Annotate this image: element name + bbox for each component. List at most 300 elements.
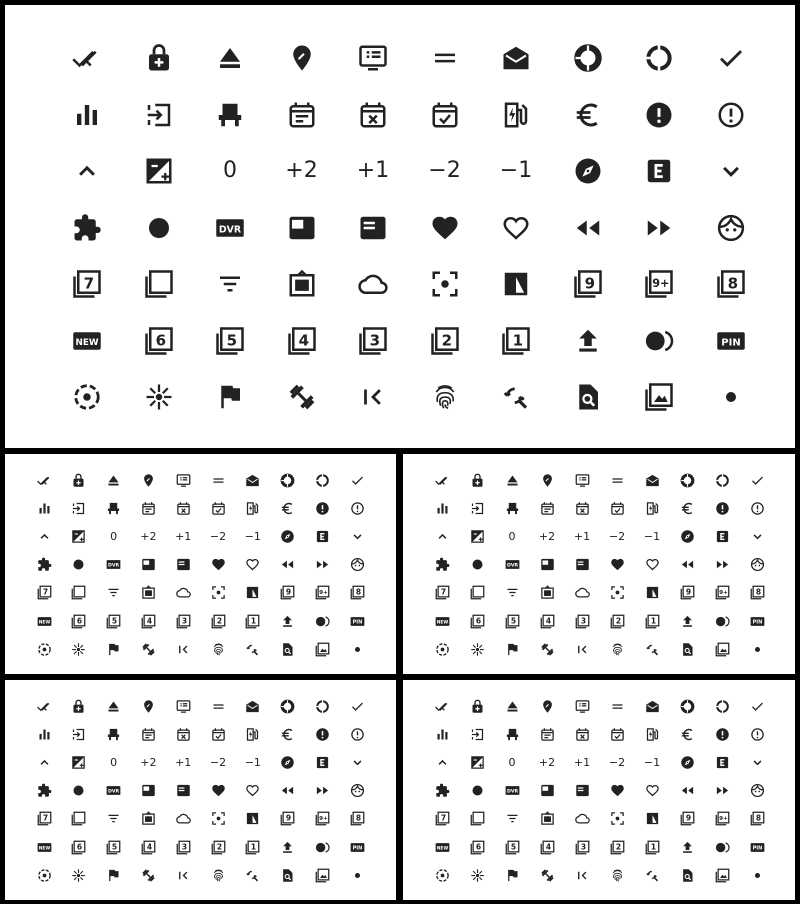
first-page-icon — [343, 374, 403, 420]
preview-br-fiber-manual-record-small-icon — [742, 863, 772, 887]
preview-tl-filter-3-icon — [168, 609, 198, 633]
preview-tl-error-outline-icon — [342, 496, 372, 520]
preview-bl-filter-4-icon — [133, 835, 163, 859]
preview-bl-file-upload-icon — [273, 835, 303, 859]
preview-bl-exposure-icon — [64, 750, 94, 774]
svg-text:NEW: NEW — [75, 337, 99, 348]
preview-tr-explore-icon — [672, 524, 702, 548]
preview-tl-event-note-icon — [133, 496, 163, 520]
preview-bl-ev-station-icon — [238, 722, 268, 746]
preview-tr-drafts-icon — [637, 468, 667, 492]
svg-text:5: 5 — [510, 842, 516, 852]
event-available-icon — [415, 92, 475, 138]
preview-br-filter-vintage-icon — [462, 863, 492, 887]
favorite-icon — [415, 205, 475, 251]
svg-text:1: 1 — [650, 616, 656, 626]
svg-text:PIN: PIN — [752, 619, 762, 626]
preview-bl-exposure-neg-1-icon-label: −1 — [244, 755, 261, 769]
filter-center-focus-icon — [415, 261, 475, 307]
preview-tr-event-available-icon — [602, 496, 632, 520]
preview-tl-featured-play-list-icon — [168, 553, 198, 577]
svg-text:DVR: DVR — [506, 563, 518, 569]
preview-tr-filter-center-focus-icon — [602, 581, 632, 605]
preview-br-favorite-icon — [602, 779, 632, 803]
preview-br-ev-station-icon — [637, 722, 667, 746]
preview-tl-find-replace-icon — [238, 637, 268, 661]
preview-tr-exposure-plus-1-icon-label: +1 — [573, 529, 591, 543]
preview-bl-input-icon — [64, 722, 94, 746]
preview-tr-first-page-icon — [567, 637, 597, 661]
preview-tr-face-icon — [742, 553, 772, 577]
preview-br-filter-1-icon — [637, 835, 667, 859]
preview-tr-event-note-icon — [532, 496, 562, 520]
preview-br-filter-6-icon — [462, 835, 492, 859]
exposure-neg-1-icon — [486, 148, 546, 194]
error-icon — [629, 92, 689, 138]
preview-bl-explore-icon — [273, 750, 303, 774]
preview-bl-filter-icon — [307, 863, 337, 887]
preview-bl-error-icon — [307, 722, 337, 746]
preview-bl-expand-less-icon — [29, 750, 59, 774]
svg-text:NEW: NEW — [38, 845, 50, 851]
preview-bl-filter-frames-icon — [133, 807, 163, 831]
preview-br-exposure-neg-2-icon — [602, 750, 632, 774]
preview-br-filter-drama-icon — [567, 807, 597, 831]
preview-br-extension-icon — [427, 779, 457, 803]
preview-tl-filter-6-icon — [64, 609, 94, 633]
preview-bl-fiber-smart-record-icon — [307, 835, 337, 859]
preview-tr-error-outline-icon — [742, 496, 772, 520]
preview-bl-exposure-neg-2-icon — [203, 750, 233, 774]
svg-text:DVR: DVR — [506, 789, 518, 795]
svg-text:5: 5 — [226, 330, 238, 349]
exposure-plus-1-icon-label: +1 — [356, 158, 390, 183]
preview-tl-face-icon — [342, 553, 372, 577]
preview-bl-done-icon — [342, 694, 372, 718]
preview-br-favorite-border-icon — [637, 779, 667, 803]
fiber-dvr-icon — [200, 205, 260, 251]
preview-tl-fiber-manual-record-small-icon — [342, 637, 372, 661]
svg-text:NEW: NEW — [436, 619, 448, 625]
preview-tr-filter-3-icon — [567, 609, 597, 633]
preview-tr-fiber-dvr-icon — [497, 553, 527, 577]
filter-frames-icon — [272, 261, 332, 307]
exposure-zero-icon — [200, 148, 260, 194]
preview-br-fast-forward-icon — [707, 779, 737, 803]
preview-bl-filter-6-icon — [64, 835, 94, 859]
svg-text:5: 5 — [111, 842, 118, 852]
preview-tl-drafts-icon — [238, 468, 268, 492]
preview-tl-filter-tilt-shift-icon — [29, 637, 59, 661]
preview-br-exposure-neg-2-icon-label: −2 — [608, 755, 626, 769]
preview-bl-donut-small-icon — [273, 694, 303, 718]
preview-tl-fiber-smart-record-icon — [307, 609, 337, 633]
preview-bl-fiber-manual-record-small-icon — [342, 863, 372, 887]
preview-icon-sheet-bottom-right — [403, 680, 795, 900]
favorite-border-icon — [486, 205, 546, 251]
preview-br-drag-handle-icon — [602, 694, 632, 718]
preview-br-first-page-icon — [567, 863, 597, 887]
svg-text:7: 7 — [440, 813, 446, 823]
svg-text:9+: 9+ — [319, 590, 328, 597]
svg-text:2: 2 — [441, 330, 452, 349]
exposure-neg-2-icon — [415, 148, 475, 194]
preview-bl-filter-1-icon — [238, 835, 268, 859]
preview-tr-filter-frames-icon — [532, 581, 562, 605]
preview-tl-filter-icon — [307, 637, 337, 661]
preview-tl-favorite-border-icon — [238, 553, 268, 577]
svg-text:DVR: DVR — [108, 563, 120, 569]
preview-bl-find-in-page-icon — [273, 863, 303, 887]
svg-text:5: 5 — [111, 616, 118, 626]
svg-text:9: 9 — [584, 274, 595, 293]
preview-br-done-icon — [742, 694, 772, 718]
expand-more-icon — [701, 148, 761, 194]
preview-tl-filter-list-icon — [99, 581, 129, 605]
preview-br-expand-more-icon — [742, 750, 772, 774]
filter-1-icon — [486, 318, 546, 364]
svg-text:4: 4 — [146, 616, 152, 626]
preview-br-filter-frames-icon — [532, 807, 562, 831]
preview-tl-done-all-icon — [29, 468, 59, 492]
preview-tl-exposure-neg-1-icon-label: −1 — [244, 529, 261, 543]
preview-tl-filter-8-icon — [342, 581, 372, 605]
filter-tilt-shift-icon — [57, 374, 117, 420]
preview-br-drafts-icon — [637, 694, 667, 718]
preview-tr-equalizer-icon — [427, 496, 457, 520]
preview-tr-filter-tilt-shift-icon — [427, 637, 457, 661]
svg-text:6: 6 — [77, 616, 83, 626]
expand-less-icon — [57, 148, 117, 194]
filter-none-icon — [129, 261, 189, 307]
preview-br-filter-none-icon — [462, 807, 492, 831]
preview-br-filter-4-icon — [532, 835, 562, 859]
preview-tr-filter-none-icon — [462, 581, 492, 605]
preview-bl-first-page-icon — [168, 863, 198, 887]
preview-tr-filter-list-icon — [497, 581, 527, 605]
preview-bl-explicit-icon — [307, 750, 337, 774]
preview-tr-fiber-manual-record-small-icon — [742, 637, 772, 661]
preview-tr-flag-icon — [497, 637, 527, 661]
exposure-plus-1-icon — [343, 148, 403, 194]
file-upload-icon — [558, 318, 618, 364]
preview-bl-exposure-neg-1-icon — [238, 750, 268, 774]
preview-bl-drafts-icon — [238, 694, 268, 718]
filter-2-icon — [415, 318, 475, 364]
preview-tl-exposure-zero-icon — [99, 524, 129, 548]
preview-icon-sheet-top-right — [403, 454, 795, 674]
svg-text:7: 7 — [42, 587, 48, 597]
preview-tl-filter-b-and-w-icon — [238, 581, 268, 605]
svg-text:DVR: DVR — [218, 223, 242, 235]
drafts-icon — [486, 35, 546, 81]
preview-tl-ev-station-icon — [238, 496, 268, 520]
preview-bl-filter-center-focus-icon — [203, 807, 233, 831]
preview-tr-event-seat-icon — [497, 496, 527, 520]
preview-bl-filter-none-icon — [64, 807, 94, 831]
euro-symbol-icon — [558, 92, 618, 138]
svg-text:6: 6 — [475, 616, 481, 626]
preview-tr-find-in-page-icon — [672, 637, 702, 661]
preview-tl-event-available-icon — [203, 496, 233, 520]
preview-tl-filter-9-icon — [273, 581, 303, 605]
preview-tr-eject-icon — [497, 468, 527, 492]
enhanced-encryption-icon — [129, 35, 189, 81]
preview-br-eject-icon — [497, 694, 527, 718]
preview-br-fiber-manual-record-icon — [462, 779, 492, 803]
preview-tr-fast-forward-icon — [707, 553, 737, 577]
preview-tr-exposure-zero-icon-label: 0 — [508, 529, 516, 543]
preview-bl-exposure-plus-1-icon — [168, 750, 198, 774]
find-replace-icon — [486, 374, 546, 420]
preview-tl-exposure-neg-2-icon — [203, 524, 233, 548]
preview-tr-exposure-icon — [462, 524, 492, 548]
preview-tr-favorite-border-icon — [637, 553, 667, 577]
preview-tr-euro-symbol-icon — [672, 496, 702, 520]
preview-br-expand-less-icon — [427, 750, 457, 774]
filter-vintage-icon — [129, 374, 189, 420]
preview-tr-donut-large-icon — [707, 468, 737, 492]
event-busy-icon — [343, 92, 403, 138]
preview-tl-flag-icon — [99, 637, 129, 661]
svg-text:2: 2 — [615, 616, 621, 626]
preview-tr-featured-play-list-icon — [567, 553, 597, 577]
preview-tr-drag-handle-icon — [602, 468, 632, 492]
preview-br-filter-center-focus-icon — [602, 807, 632, 831]
svg-text:4: 4 — [298, 330, 309, 349]
svg-text:8: 8 — [755, 813, 761, 823]
filter-9-plus-icon — [629, 261, 689, 307]
preview-br-fingerprint-icon — [602, 863, 632, 887]
svg-text:PIN: PIN — [352, 845, 363, 852]
svg-text:3: 3 — [181, 616, 187, 626]
fiber-new-icon — [57, 318, 117, 364]
preview-tl-equalizer-icon — [29, 496, 59, 520]
preview-tr-error-icon — [707, 496, 737, 520]
svg-text:9+: 9+ — [718, 816, 728, 823]
svg-text:NEW: NEW — [436, 845, 448, 851]
svg-text:PIN: PIN — [352, 619, 363, 626]
preview-tl-fitness-center-icon — [133, 637, 163, 661]
filter-drama-icon — [343, 261, 403, 307]
preview-tl-donut-small-icon — [273, 468, 303, 492]
preview-tl-enhanced-encryption-icon — [64, 468, 94, 492]
preview-tl-error-icon — [307, 496, 337, 520]
preview-br-featured-play-list-icon — [567, 779, 597, 803]
preview-br-equalizer-icon — [427, 722, 457, 746]
preview-tr-ev-station-icon — [637, 496, 667, 520]
preview-br-flag-icon — [497, 863, 527, 887]
preview-tr-extension-icon — [427, 553, 457, 577]
preview-tr-filter-6-icon — [462, 609, 492, 633]
preview-tr-fast-rewind-icon — [672, 553, 702, 577]
svg-text:9: 9 — [685, 587, 691, 597]
svg-text:PIN: PIN — [720, 336, 741, 348]
preview-bl-extension-icon — [29, 779, 59, 803]
preview-tr-exposure-plus-1-icon — [567, 524, 597, 548]
preview-br-exposure-neg-1-icon-label: −1 — [643, 755, 661, 769]
preview-br-event-available-icon — [602, 722, 632, 746]
preview-br-explicit-icon — [707, 750, 737, 774]
preview-bl-exposure-zero-icon — [99, 750, 129, 774]
preview-tl-filter-center-focus-icon — [203, 581, 233, 605]
svg-text:3: 3 — [181, 842, 187, 852]
preview-br-filter-9-icon — [672, 807, 702, 831]
preview-br-exposure-plus-2-icon — [532, 750, 562, 774]
preview-br-face-icon — [742, 779, 772, 803]
preview-tr-filter-icon — [707, 637, 737, 661]
preview-tr-expand-less-icon — [427, 524, 457, 548]
fiber-smart-record-icon — [629, 318, 689, 364]
preview-bl-filter-9-icon — [273, 807, 303, 831]
preview-tr-fiber-pin-icon — [742, 609, 772, 633]
exposure-neg-2-icon-label: −2 — [428, 158, 461, 183]
preview-tr-filter-vintage-icon — [462, 637, 492, 661]
preview-bl-filter-9-plus-icon — [307, 807, 337, 831]
preview-bl-event-note-icon — [133, 722, 163, 746]
preview-br-exposure-zero-icon-label: 0 — [508, 755, 516, 769]
svg-text:8: 8 — [355, 587, 361, 597]
preview-bl-filter-b-and-w-icon — [238, 807, 268, 831]
equalizer-icon — [57, 92, 117, 138]
preview-br-donut-large-icon — [707, 694, 737, 718]
svg-text:PIN: PIN — [752, 845, 762, 852]
preview-tl-find-in-page-icon — [273, 637, 303, 661]
preview-tr-featured-video-icon — [532, 553, 562, 577]
preview-br-exposure-plus-1-icon-label: +1 — [573, 755, 591, 769]
preview-bl-featured-play-list-icon — [168, 779, 198, 803]
preview-bl-exposure-neg-2-icon-label: −2 — [209, 755, 227, 769]
svg-text:9+: 9+ — [652, 277, 670, 291]
done-all-icon — [57, 35, 117, 81]
preview-tl-filter-1-icon — [238, 609, 268, 633]
preview-tr-dvr-icon — [567, 468, 597, 492]
preview-br-exposure-plus-1-icon — [567, 750, 597, 774]
svg-text:9+: 9+ — [718, 590, 728, 597]
preview-br-done-all-icon — [427, 694, 457, 718]
preview-tl-exposure-plus-2-icon-label: +2 — [140, 529, 157, 543]
preview-bl-fast-rewind-icon — [273, 779, 303, 803]
preview-tl-file-upload-icon — [273, 609, 303, 633]
svg-text:8: 8 — [755, 587, 761, 597]
preview-bl-filter-7-icon — [29, 807, 59, 831]
preview-tr-filter-1-icon — [637, 609, 667, 633]
preview-tr-input-icon — [462, 496, 492, 520]
edit-location-icon — [272, 35, 332, 81]
preview-br-fast-rewind-icon — [672, 779, 702, 803]
preview-bl-find-replace-icon — [238, 863, 268, 887]
preview-tr-edit-location-icon — [532, 468, 562, 492]
svg-text:7: 7 — [42, 813, 48, 823]
preview-bl-event-busy-icon — [168, 722, 198, 746]
preview-bl-error-outline-icon — [342, 722, 372, 746]
preview-tl-exposure-plus-2-icon — [133, 524, 163, 548]
exposure-plus-2-icon — [272, 148, 332, 194]
fiber-manual-record-small-icon — [701, 374, 761, 420]
fiber-manual-record-icon — [129, 205, 189, 251]
svg-text:4: 4 — [545, 616, 551, 626]
main-icon-sheet — [5, 5, 795, 448]
svg-text:NEW: NEW — [38, 619, 50, 625]
preview-bl-enhanced-encryption-icon — [64, 694, 94, 718]
preview-tl-explore-icon — [273, 524, 303, 548]
preview-bl-equalizer-icon — [29, 722, 59, 746]
preview-tr-filter-8-icon — [742, 581, 772, 605]
exposure-plus-2-icon-label: +2 — [285, 158, 318, 183]
preview-tl-donut-large-icon — [307, 468, 337, 492]
preview-tl-filter-frames-icon — [133, 581, 163, 605]
preview-tr-exposure-plus-2-icon — [532, 524, 562, 548]
filter-b-and-w-icon — [486, 261, 546, 307]
preview-tl-dvr-icon — [168, 468, 198, 492]
preview-tl-filter-none-icon — [64, 581, 94, 605]
preview-br-featured-video-icon — [532, 779, 562, 803]
preview-bl-event-available-icon — [203, 722, 233, 746]
preview-tl-fiber-manual-record-icon — [64, 553, 94, 577]
filter-4-icon — [272, 318, 332, 364]
preview-br-filter-icon — [707, 863, 737, 887]
preview-tl-filter-9-plus-icon — [307, 581, 337, 605]
donut-small-icon — [558, 35, 618, 81]
preview-tr-expand-more-icon — [742, 524, 772, 548]
preview-tr-fingerprint-icon — [602, 637, 632, 661]
preview-bl-exposure-zero-icon-label: 0 — [110, 755, 118, 769]
preview-tl-event-busy-icon — [168, 496, 198, 520]
preview-tr-exposure-neg-2-icon — [602, 524, 632, 548]
svg-text:5: 5 — [510, 616, 516, 626]
face-icon — [701, 205, 761, 251]
svg-text:8: 8 — [727, 274, 738, 293]
preview-tr-find-replace-icon — [637, 637, 667, 661]
preview-br-exposure-neg-1-icon — [637, 750, 667, 774]
preview-tl-edit-location-icon — [133, 468, 163, 492]
preview-br-fitness-center-icon — [532, 863, 562, 887]
fingerprint-icon — [415, 374, 475, 420]
svg-text:4: 4 — [146, 842, 152, 852]
preview-tr-filter-drama-icon — [567, 581, 597, 605]
preview-br-filter-b-and-w-icon — [637, 807, 667, 831]
preview-bl-eject-icon — [99, 694, 129, 718]
svg-text:DVR: DVR — [108, 789, 120, 795]
preview-tl-exposure-icon — [64, 524, 94, 548]
preview-bl-fitness-center-icon — [133, 863, 163, 887]
preview-tr-fiber-manual-record-icon — [462, 553, 492, 577]
error-outline-icon — [701, 92, 761, 138]
preview-br-find-replace-icon — [637, 863, 667, 887]
preview-tr-done-icon — [742, 468, 772, 492]
preview-tr-filter-9-icon — [672, 581, 702, 605]
preview-tr-event-busy-icon — [567, 496, 597, 520]
preview-tl-filter-drama-icon — [168, 581, 198, 605]
exposure-zero-icon-label: 0 — [223, 158, 237, 183]
find-in-page-icon — [558, 374, 618, 420]
filter-3-icon — [343, 318, 403, 364]
preview-icon-sheet-bottom-left — [5, 680, 396, 900]
preview-bl-fiber-manual-record-icon — [64, 779, 94, 803]
preview-tl-fast-forward-icon — [307, 553, 337, 577]
preview-br-error-icon — [707, 722, 737, 746]
preview-bl-euro-symbol-icon — [273, 722, 303, 746]
event-seat-icon — [200, 92, 260, 138]
preview-tl-eject-icon — [99, 468, 129, 492]
svg-text:6: 6 — [155, 330, 166, 349]
preview-tl-filter-7-icon — [29, 581, 59, 605]
preview-bl-filter-2-icon — [203, 835, 233, 859]
event-note-icon — [272, 92, 332, 138]
preview-bl-done-all-icon — [29, 694, 59, 718]
preview-bl-exposure-plus-2-icon-label: +2 — [140, 755, 157, 769]
preview-tl-first-page-icon — [168, 637, 198, 661]
